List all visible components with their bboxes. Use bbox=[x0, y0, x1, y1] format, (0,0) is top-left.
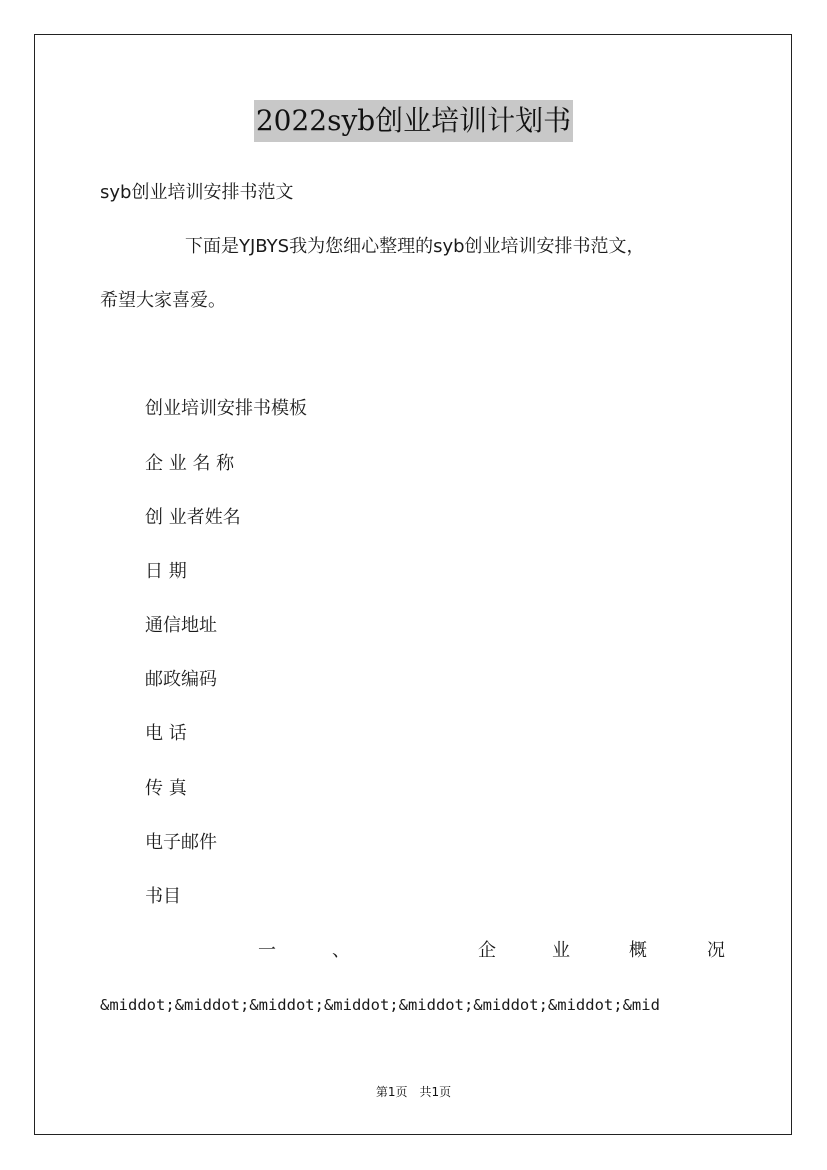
intro-paragraph-line-1: 下面是YJBYS我为您细心整理的syb创业培训安排书范文， bbox=[185, 236, 645, 257]
document-title: 2022syb创业培训计划书 bbox=[254, 100, 573, 142]
address-field: 通信地址 bbox=[145, 615, 217, 636]
date-field: 日 期 bbox=[145, 561, 187, 582]
toc-heading-char: 企 bbox=[478, 940, 496, 961]
toc-heading-char: 一 bbox=[258, 940, 276, 961]
page-footer: 第1页 共1页 bbox=[375, 1085, 452, 1099]
fax-field: 传 真 bbox=[145, 778, 187, 799]
toc-heading-char: 况 bbox=[707, 940, 725, 961]
toc-heading-char: 概 bbox=[629, 940, 647, 961]
email-field: 电子邮件 bbox=[145, 832, 217, 853]
table-of-contents-label: 书目 bbox=[145, 886, 181, 907]
company-name-field: 企 业 名 称 bbox=[145, 453, 235, 474]
founder-name-field: 创 业者姓名 bbox=[145, 507, 241, 528]
postal-code-field: 邮政编码 bbox=[145, 669, 217, 690]
toc-heading-char: 、 bbox=[332, 940, 350, 961]
toc-leader-dots-text: &middot;&middot;&middot;&middot;&middot;&middot;&middot;&mid bbox=[100, 996, 660, 1014]
toc-heading-company-overview bbox=[258, 939, 726, 963]
subtitle: syb创业培训安排书范文 bbox=[100, 182, 294, 203]
phone-field: 电 话 bbox=[145, 723, 187, 744]
toc-heading-char: 业 bbox=[552, 940, 570, 961]
plan-template-heading: 创业培训安排书模板 bbox=[145, 398, 307, 419]
intro-paragraph-line-2: 希望大家喜爱。 bbox=[100, 290, 226, 311]
title-container bbox=[0, 100, 827, 142]
